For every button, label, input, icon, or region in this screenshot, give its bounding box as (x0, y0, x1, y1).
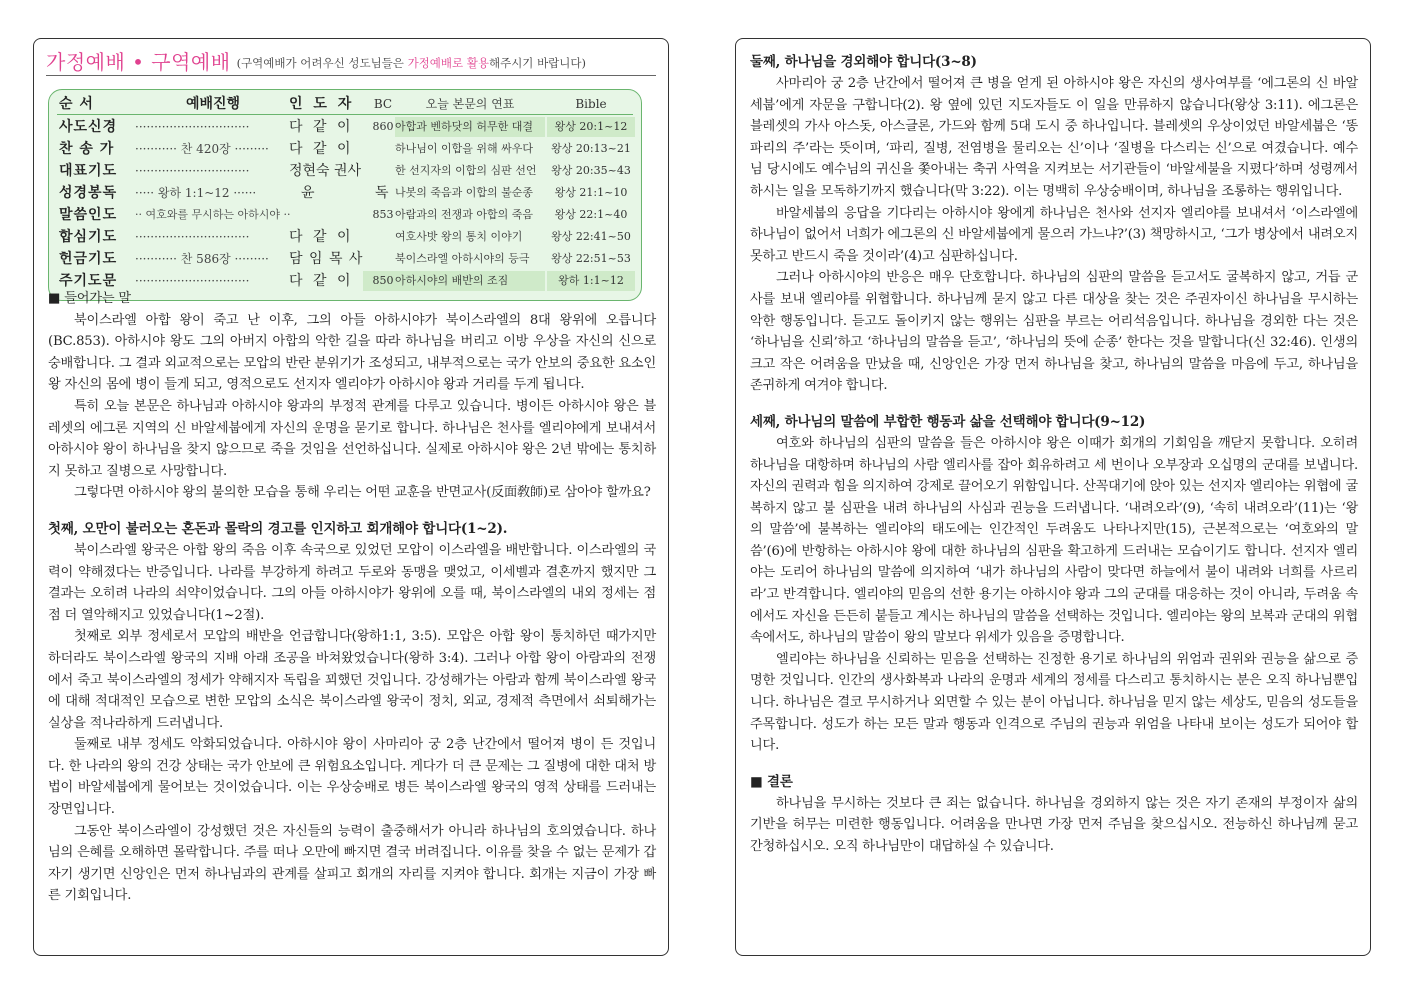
section-heading-3: 세째, 하나님의 말씀에 부합한 행동과 삶을 선택해야 합니다(9~12) (750, 413, 1146, 430)
paragraph: 엘리야는 하나님을 신뢰하는 믿음을 선택하는 진정한 용기로 하나님의 위엄과 권위와 권능을 삶으로 증명한 것입니다. 인간의 생사화복과 나라의 운명과 세계의 정세를 다스리고 통치하시는 분은 오직 하나님뿐입니다. 하나님은 결코 무시하거나 외면할 수 있는 분이 아닙니다. 하나님을 믿지 않는 세상도, 믿음의 성도들을 주목합니다. 성도가 하는 모든 말과 행동과 인격으로 주님의 권능과 위엄을 나타내 보이는 성도가 되어야 합니다. (750, 651, 1358, 754)
left-page (33, 38, 669, 956)
order-row: 찬 송 가 ··········· 찬 420장 ········· 다 같 이 하나님이 이합을 위해 싸우다 왕상 20:13~21 (59, 141, 631, 157)
order-row: 헌금기도 ··········· 찬 586장 ········· 담 임 목 사 북이스라엘 아하시야의 등극 왕상 22:51~53 (59, 251, 631, 267)
section-heading-2: 둘째, 하나님을 경외해야 합니다(3~8) (750, 54, 977, 70)
paragraph: 그러나 아하시야의 반응은 매우 단호합니다. 하나님의 심판의 말씀을 듣고서도 굴복하지 않고, 거듭 군사를 보내 엘리야를 위협합니다. 하나님께 묻지 않고 다른 대상을 찾는 것은 주권자이신 하나님을 무시하는 악한 행동입니다. 듣고도 돌이키지 않는 행위는 심판을 부르는 어리석음입니다. 하나님을 경외한 다는 것은 ‘하나님을 신뢰’하고 ‘하나님의 말씀을 듣고’, ‘하나님의 뜻에 순종’ 한다는 것을 말합니다(신 32:46). 인생의 크고 작은 어려움을 만났을 때, 신앙인은 가장 먼저 하나님을 찾고, 하나님의 말씀을 마음에 두고, 하나님을 존귀하게 여겨야 합니다. (750, 270, 1358, 394)
order-row: 합심기도 ······························ 다 같 이 여호사밧 왕의 통치 이야기 왕상 22:41~50 (59, 229, 631, 245)
paragraph: 첫째로 외부 정세로서 모압의 배반을 언급합니다(왕하1:1, 3:5). 모압은 아합 왕이 통치하던 때가지만 하더라도 북이스라엘 왕국의 지배 아래 조공을 바쳐왔었습니다(왕하 3:4). 그러나 아합 왕이 아람과의 전쟁에서 죽고 북이스라엘의 정세가 약해지자 독립을 꾀했던 것입니다. 강성해가는 아람과 함께 북이스라엘 왕국에 대해 적대적인 모습으로 변한 모압의 소식은 북이스라엘 왕국이 정치, 외교, 경제적 측면에서 쇠퇴해가는 실상을 적나라하게 드러냅니다. (48, 629, 656, 731)
order-row: 주기도문 ······························ 다 같 이 850 아하시야의 배반의 조짐 왕하 1:1~12 (59, 271, 635, 291)
section-heading-1: 첫째, 오만이 불러오는 혼돈과 몰락의 경고를 인지하고 회개해야 합니다(1~2). (48, 520, 508, 537)
paragraph: 여호와 하나님의 심판의 말씀을 들은 아하시야 왕은 이때가 회개의 기회임을 깨닫지 못합니다. 오히려 하나님을 대항하며 하나님의 사람 엘리사를 잡아 회유하려고 세 번이나 오부장과 오십명의 군대를 보냅니다. 자신의 권력과 힘을 의지하여 강제로 끌어오기 위함입니다. 산꼭대기에 앉아 있는 선지자 엘리야는 위협에 굴복하지 않고 불 심판을 내려 하나님의 사심과 권능을 드러냅니다. ‘내려오라’(9), ‘속히 내려오라’(11)는 ‘왕의 말씀’에 불복하는 엘리야의 태도에는 인간적인 두려움도 나타나지만(15), 근본적으로는 ‘여호와의 말씀’(6)에 반항하는 아하시야 왕에 대한 하나님의 심판을 확고하게 드러내는 모습이기도 합니다. 선지자 엘리야는 도리어 하나님의 말씀에 의지하여 ‘내가 하나님의 사람이 맞다면 하늘에서 불이 내려와 너희를 사르리라’고 반격합니다. 엘리야의 믿음의 선한 용기는 아하시야 왕과 그의 군대를 대응하는 것이 아니라, 두려움 속에서도 자신을 든든히 붙들고 계시는 하나님의 말씀을 선택하는 것입니다. 엘리야는 왕의 보복과 군대의 위협 속에서도, 하나님의 말씀이 왕의 말보다 위세가 있음을 증명합니다. (750, 435, 1358, 646)
order-header-row: 순 서 예배진행 인 도 자 BC 오늘 본문의 연표 Bible (59, 96, 607, 112)
order-header-divider (57, 114, 633, 115)
worship-order-box (48, 89, 642, 301)
worship-header (46, 47, 656, 76)
paragraph: 바알세붑의 응답을 기다리는 아하시야 왕에게 하나님은 천사와 선지자 엘리야를 보내셔서 ‘이스라엘에 하나님이 없어서 너희가 에그론의 신 바알세붑에게 물으러 가느냐?’(3) 책망하시고, ‘그가 병상에서 내려오지 못하고 반드시 죽을 것이라’(4)고 심판하십니다. (750, 205, 1358, 264)
paragraph: 그렇다면 아하시야 왕의 불의한 모습을 통해 우리는 어떤 교훈을 반면교사(反面敎師)로 삼아야 할까요? (74, 485, 651, 501)
conclusion-heading: ■ 결론 (750, 773, 793, 790)
paragraph: 특히 오늘 본문은 하나님과 아하시야 왕과의 부정적 관계를 다루고 있습니다. 병이든 아하시야 왕은 블레셋의 에그론 지역의 신 바알세붑에게 자신의 운명을 묻기로 합니다. 하나님은 천사를 엘리야에게 보내셔서 아하시야 왕이 하나님을 찾지 않으므로 죽을 것임을 선언하십니다. 실제로 아하시야 왕은 2년 밖에는 통치하지 못하고 질병으로 사망합니다. (48, 398, 656, 479)
worship-subtitle: (구역예배가 어려우신 성도님들은 가정예배로 활용해주시기 바랍니다) (236, 56, 586, 70)
paragraph: 둘째로 내부 정세도 악화되었습니다. 아하시야 왕이 사마리아 궁 2층 난간에서 떨어져 병이 든 것입니다. 한 나라의 왕의 건강 상태는 국가 안보에 큰 위험요소입니다. 게다가 더 큰 문제는 그 질병에 대한 대처 방법이 바알세붑에게 물어보는 것이었습니다. 이는 우상숭배로 병든 북이스라엘 왕국의 영적 상태를 드러내는 장면입니다. (48, 737, 656, 818)
intro-heading: ■ 들어가는 말 (48, 291, 131, 306)
right-body (750, 51, 1358, 858)
order-row: 성경봉독 ····· 왕하 1:1~12 ······ 윤 독 나봇의 죽음과 이합의 불순종 왕상 21:1~10 (59, 185, 628, 201)
paragraph: 사마리아 궁 2층 난간에서 떨어져 큰 병을 얻게 된 아하시야 왕은 자신의 생사여부를 ‘에그론의 신 바알세붑’에게 자문을 구합니다(2). 왕 옆에 있던 지도자들도 이 일을 만류하지 않습니다(왕상 3:11). 에그론은 블레셋의 가사 아스돗, 아스글론, 가드와 함께 5대 도시 중 하나입니다. 블레셋의 우상이었던 바알세붑은 ‘똥파리의 주’라는 뜻이며, ‘파리, 질병, 전염병을 물리오는 신’이나 ‘질병을 다스리는 신’으로 여겼습니다. 예수님 당시에도 예수님의 귀신을 쫓아내는 축귀 사역을 지켜보는 서기관들이 ‘바알세불을 지폈다’하며 성령께서 하시는 일을 모독하기까지 했습니다(막 3:22). 이는 명백히 우상숭배이며, 하나님을 조롱하는 행위입니다. (750, 76, 1358, 199)
paragraph: 그동안 북이스라엘이 강성했던 것은 자신들의 능력이 출중해서가 아니라 하나님의 호의였습니다. 하나님의 은혜를 오해하면 몰락합니다. 주를 떠나 오만에 빠지면 결국 버려집니다. 이유를 찾을 수 없는 문제가 갑자기 생기면 신앙인은 먼저 하나님과의 관계를 살피고 회개의 자리를 지켜야 합니다. 회개는 지금이 가장 빠른 기회입니다. (48, 823, 656, 904)
paragraph: 하나님을 무시하는 것보다 큰 죄는 없습니다. 하나님을 경외하지 않는 것은 자기 존재의 부정이자 삶의 기반을 허무는 미련한 행동입니다. 어려움을 만나면 가장 먼저 주님을 찾으십시오. 전능하신 하나님께 묻고 간청하십시오. 오직 하나님만이 대답하실 수 있습니다. (750, 795, 1358, 854)
paragraph: 북이스라엘 아합 왕이 죽고 난 이후, 그의 아들 아하시야가 북이스라엘의 8대 왕위에 오릅니다(BC.853). 아하시야 왕도 그의 아버지 아합의 악한 길을 따라 하나님을 버리고 이방 우상을 자신의 신으로 숭배합니다. 그 결과 외교적으로는 모압의 반란 분위기가 조성되고, 내부적으로는 국가 안보의 중요한 요소인 왕 자신의 몸에 병이 들게 되고, 영적으로도 선지자 엘리야가 아하시야 왕과 거리를 두게 됩니다. (48, 312, 656, 393)
left-body (48, 288, 656, 907)
order-row: 말씀인도 ·· 여호와를 무시하는 아하시야 ·· 853 아람과의 전쟁과 아합의 죽음 왕상 22:1~40 (59, 207, 628, 223)
right-page (735, 38, 1371, 956)
paragraph: 북이스라엘 왕국은 아합 왕의 죽음 이후 속국으로 있었던 모압이 이스라엘을 배반합니다. 이스라엘의 국력이 약해졌다는 반증입니다. 나라를 부강하게 하려고 두로와 동맹을 맺었고, 이세벨과 결혼까지 했지만 그 결과는 오히려 나라의 쇠약이었습니다. 그의 아들 아하시야가 왕위에 오를 때, 북이스라엘의 내외 정세는 점점 더 열악해지고 있었습니다(1~2절). (48, 542, 656, 623)
worship-title: 가정예배 • 구역예배 (46, 50, 231, 74)
order-row: 대표기도 ······························ 정현숙 권사 한 선지자의 이합의 심판 선언 왕상 20:35~43 (59, 163, 631, 179)
order-row: 사도신경 ······························ 다 같 이 860 아합과 벤하닷의 허무한 대결 왕상 20:1~12 (59, 117, 635, 137)
